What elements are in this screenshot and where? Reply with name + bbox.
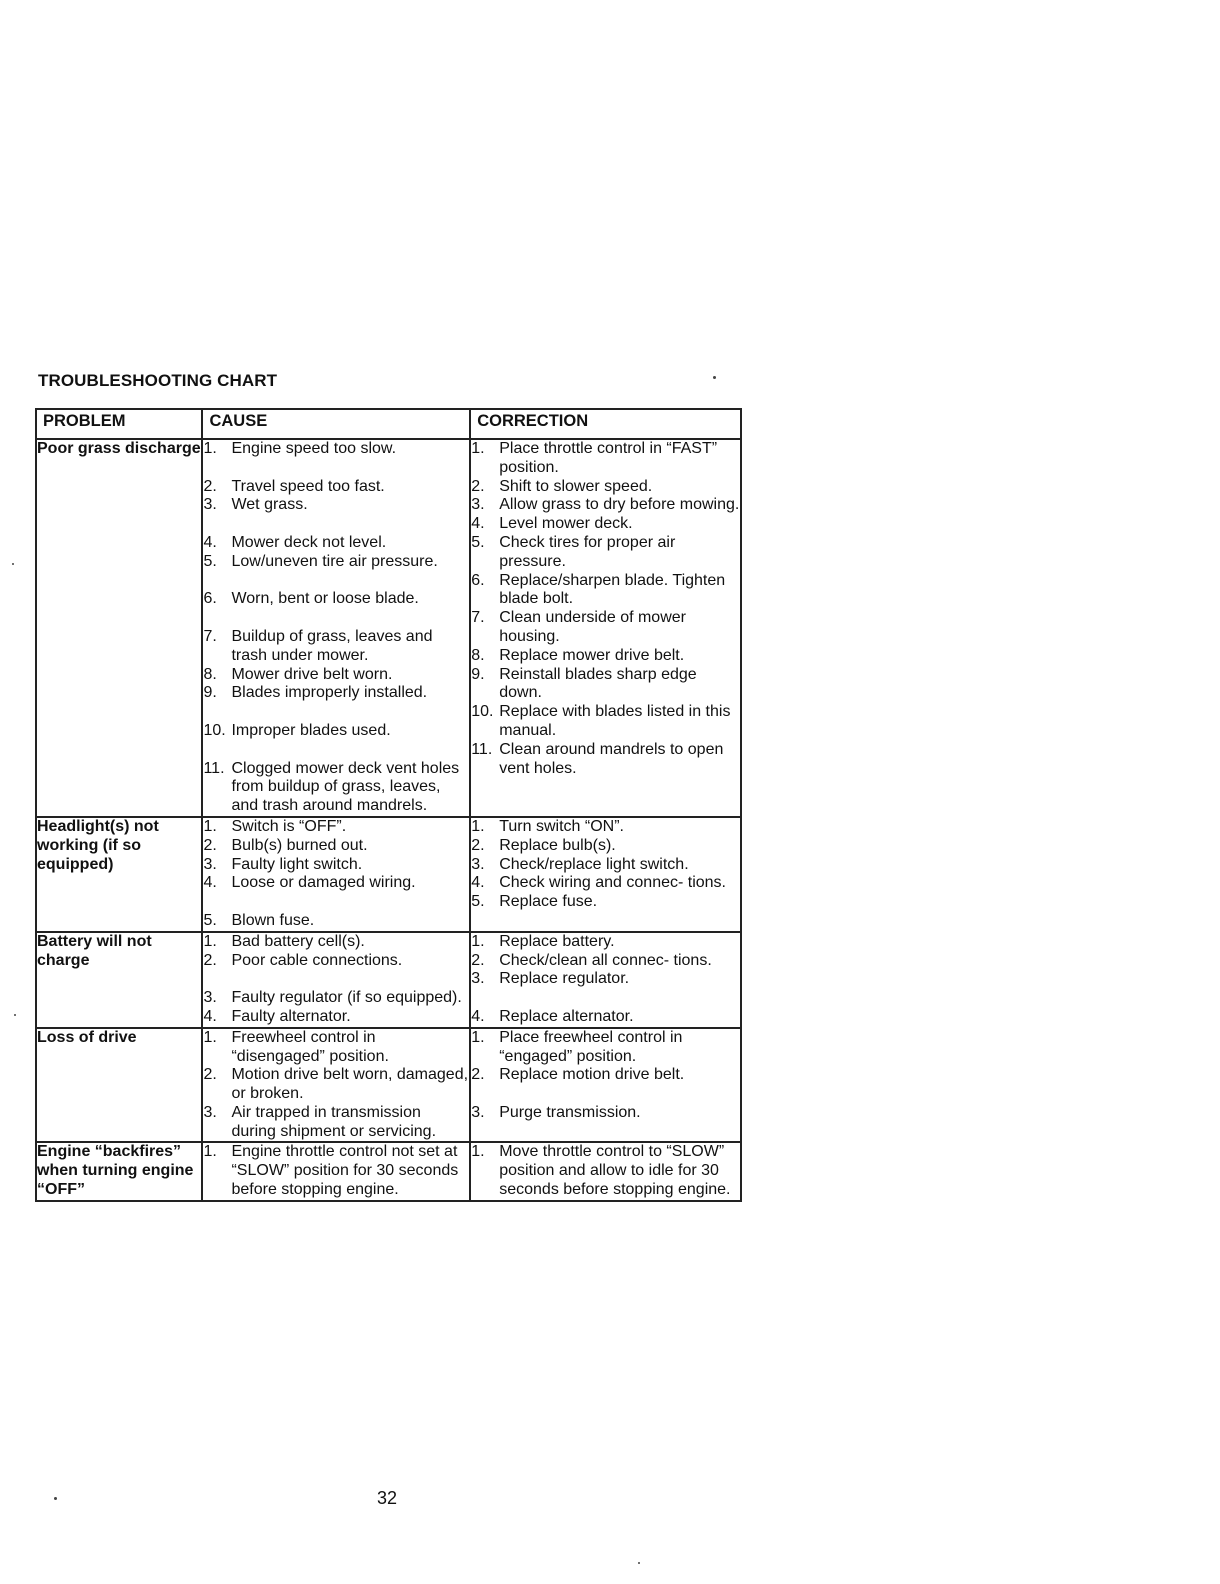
troubleshooting-table	[35, 408, 742, 1202]
item-number: 2.	[471, 836, 485, 854]
table-row	[36, 932, 741, 1028]
item-number: 7.	[471, 609, 485, 627]
item-number: 1.	[471, 1028, 485, 1046]
item-number: 3.	[471, 855, 485, 873]
item-number: 6.	[203, 590, 217, 608]
item-text: Replace motion drive belt.	[499, 1066, 685, 1084]
correction-cell	[470, 932, 741, 1028]
cause-item	[203, 1029, 469, 1067]
item-text: Mower drive belt worn.	[231, 665, 393, 683]
problem-cell: Battery will not charge	[36, 932, 202, 1028]
table-header-row	[36, 409, 741, 439]
item-number: 3.	[203, 496, 217, 514]
item-text: Bulb(s) burned out.	[231, 836, 368, 854]
cause-cell	[202, 1028, 470, 1143]
cause-item	[203, 933, 469, 952]
item-text: Check wiring and connec- tions.	[499, 874, 726, 892]
item-number: 11.	[203, 759, 225, 777]
problem-cell: Loss of drive	[36, 1028, 202, 1143]
scan-speck	[12, 563, 14, 565]
correction-item	[471, 1066, 740, 1085]
correction-item	[471, 1029, 740, 1067]
item-text: Move throttle control to “SLOW” position and allow to idle for 30 seconds before stopping engine.	[499, 1143, 731, 1199]
page-number: 32	[377, 1488, 398, 1508]
cause-item	[203, 440, 469, 459]
correction-item	[471, 856, 740, 875]
item-text: Mower deck not level.	[231, 533, 387, 551]
item-number: 3.	[471, 970, 485, 988]
item-number: 1.	[471, 817, 485, 835]
correction-item	[471, 837, 740, 856]
item-number: 2.	[471, 951, 485, 969]
item-number: 1.	[471, 440, 485, 457]
item-text: Replace alternator.	[499, 1007, 634, 1025]
item-number: 7.	[203, 627, 217, 645]
item-number: 8.	[471, 646, 485, 664]
cause-item	[203, 496, 469, 515]
cause-item	[203, 874, 469, 893]
item-text: Allow grass to dry before mowing.	[499, 496, 740, 514]
correction-item	[471, 1104, 740, 1123]
item-text: Low/uneven tire air pressure.	[231, 552, 438, 570]
correction-cell	[470, 439, 741, 817]
correction-item	[471, 440, 740, 478]
item-number: 3.	[203, 855, 217, 873]
item-text: Blown fuse.	[231, 911, 315, 929]
table-row	[36, 1028, 741, 1143]
item-text: Faulty alternator.	[231, 1007, 351, 1025]
cause-cell	[202, 932, 470, 1028]
cause-item	[203, 722, 469, 741]
correction-cell	[470, 817, 741, 932]
item-text: Clean around mandrels to open vent holes.	[499, 740, 724, 777]
item-number: 3.	[203, 989, 217, 1007]
scan-speck	[638, 1562, 640, 1564]
cause-cell	[202, 439, 470, 817]
item-text: Clogged mower deck vent holes from buildup of grass, leaves, and trash around mandrels.	[231, 759, 460, 815]
item-number: 3.	[203, 1103, 217, 1121]
item-text: Replace battery.	[499, 932, 615, 950]
correction-cell	[470, 1028, 741, 1143]
scan-speck	[14, 1014, 16, 1016]
item-number: 4.	[203, 874, 217, 892]
item-text: Clean underside of mower housing.	[499, 609, 686, 645]
correction-item	[471, 741, 740, 779]
item-text: Shift to slower speed.	[499, 477, 653, 495]
cause-item	[203, 1143, 469, 1199]
problem-cell: Engine “backfires” when turning engine “OFF”	[36, 1142, 202, 1200]
item-number: 10.	[471, 703, 494, 721]
item-text: Engine speed too slow.	[231, 440, 397, 457]
item-number: 9.	[471, 665, 485, 683]
item-text: Travel speed too fast.	[231, 477, 385, 495]
item-text: Blades improperly installed.	[231, 684, 428, 702]
item-text: Place freewheel control in “engaged” position.	[499, 1028, 683, 1065]
cause-item	[203, 478, 469, 497]
correction-cell	[470, 1142, 741, 1200]
correction-item	[471, 647, 740, 666]
cause-item	[203, 912, 469, 931]
item-number: 1.	[203, 1143, 217, 1161]
table-row	[36, 439, 741, 817]
cause-item	[203, 837, 469, 856]
item-text: Worn, bent or loose blade.	[231, 590, 419, 608]
item-text: Check/clean all connec- tions.	[499, 951, 712, 969]
item-text: Bad battery cell(s).	[231, 932, 365, 950]
item-number: 2.	[203, 477, 217, 495]
cause-item	[203, 856, 469, 875]
item-number: 10.	[203, 721, 226, 739]
cause-cell	[202, 817, 470, 932]
item-number: 5.	[203, 552, 217, 570]
item-number: 2.	[471, 477, 485, 495]
item-number: 1.	[203, 440, 217, 457]
item-text: Faulty regulator (if so equipped).	[231, 989, 462, 1007]
correction-item	[471, 534, 740, 572]
cause-item	[203, 1066, 469, 1104]
correction-item	[471, 874, 740, 893]
correction-item	[471, 478, 740, 497]
cause-item	[203, 553, 469, 572]
item-number: 4.	[471, 1007, 485, 1025]
column-header-cause: CAUSE	[202, 409, 470, 439]
item-number: 2.	[471, 1066, 485, 1084]
cause-item	[203, 1008, 469, 1027]
item-text: Check/replace light switch.	[499, 855, 689, 873]
item-number: 1.	[471, 1143, 485, 1161]
cause-item	[203, 590, 469, 609]
item-number: 1.	[203, 932, 217, 950]
item-text: Poor cable connections.	[231, 951, 403, 969]
column-header-problem: PROBLEM	[36, 409, 202, 439]
column-header-correction: CORRECTION	[470, 409, 741, 439]
item-text: Replace bulb(s).	[499, 836, 616, 854]
item-number: 11.	[471, 740, 493, 758]
item-text: Turn switch “ON”.	[499, 817, 624, 835]
item-text: Replace fuse.	[499, 893, 598, 911]
page-title: TROUBLESHOOTING CHART	[38, 371, 278, 390]
item-text: Engine throttle control not set at “SLOW” position for 30 seconds before stopping engine.	[231, 1143, 459, 1199]
cause-item	[203, 666, 469, 685]
correction-item	[471, 572, 740, 610]
item-number: 5.	[471, 893, 485, 911]
table-row	[36, 817, 741, 932]
item-number: 3.	[471, 1103, 485, 1121]
item-text: Motion drive belt worn, damaged, or broken.	[231, 1066, 469, 1103]
item-text: Air trapped in transmission during shipment or servicing.	[231, 1103, 437, 1140]
problem-cell: Headlight(s) not working (if so equipped)	[36, 817, 202, 932]
item-text: Replace regulator.	[499, 970, 630, 988]
item-text: Level mower deck.	[499, 515, 633, 533]
correction-item	[471, 609, 740, 647]
correction-item	[471, 1143, 740, 1199]
cause-item	[203, 684, 469, 703]
cause-item	[203, 952, 469, 971]
item-text: Freewheel control in “disengaged” position.	[231, 1028, 389, 1065]
item-text: Wet grass.	[231, 496, 308, 514]
item-number: 3.	[471, 496, 485, 514]
item-text: Place throttle control in “FAST” position.	[499, 440, 718, 476]
item-number: 1.	[203, 817, 217, 835]
cause-item	[203, 534, 469, 553]
correction-item	[471, 933, 740, 952]
table-row	[36, 1142, 741, 1200]
item-text: Reinstall blades sharp edge down.	[499, 665, 697, 702]
item-number: 8.	[203, 665, 217, 683]
correction-item	[471, 666, 740, 704]
correction-item	[471, 703, 740, 741]
item-number: 4.	[203, 533, 217, 551]
correction-item	[471, 970, 740, 989]
item-text: Loose or damaged wiring.	[231, 874, 416, 892]
cause-item	[203, 760, 469, 816]
item-text: Replace/sharpen blade. Tighten blade bolt.	[499, 571, 726, 608]
item-text: Improper blades used.	[231, 721, 391, 739]
item-text: Check tires for proper air pressure.	[499, 533, 676, 570]
item-number: 5.	[203, 911, 217, 929]
table-body	[36, 439, 741, 1201]
item-number: 4.	[471, 515, 485, 533]
item-text: Replace with blades listed in this manual.	[499, 703, 731, 739]
correction-item	[471, 515, 740, 534]
item-number: 1.	[471, 932, 485, 950]
item-number: 5.	[471, 533, 485, 551]
cause-cell	[202, 1142, 470, 1200]
item-text: Buildup of grass, leaves and trash under mower.	[231, 627, 433, 664]
correction-item	[471, 893, 740, 912]
correction-item	[471, 952, 740, 971]
item-number: 2.	[203, 1066, 217, 1084]
item-number: 6.	[471, 571, 485, 589]
problem-cell: Poor grass discharge	[36, 439, 202, 817]
item-text: Faulty light switch.	[231, 855, 363, 873]
correction-item	[471, 496, 740, 515]
item-text: Purge transmission.	[499, 1103, 641, 1121]
item-text: Replace mower drive belt.	[499, 646, 685, 664]
item-number: 4.	[471, 874, 485, 892]
item-number: 2.	[203, 836, 217, 854]
item-number: 1.	[203, 1028, 217, 1046]
cause-item	[203, 628, 469, 666]
item-text: Switch is “OFF”.	[231, 817, 347, 835]
item-number: 4.	[203, 1007, 217, 1025]
scan-speck	[54, 1497, 57, 1500]
correction-item	[471, 818, 740, 837]
scan-speck	[713, 376, 716, 379]
cause-item	[203, 818, 469, 837]
cause-item	[203, 989, 469, 1008]
cause-item	[203, 1104, 469, 1142]
correction-item	[471, 1008, 740, 1027]
item-number: 9.	[203, 684, 217, 702]
item-number: 2.	[203, 951, 217, 969]
